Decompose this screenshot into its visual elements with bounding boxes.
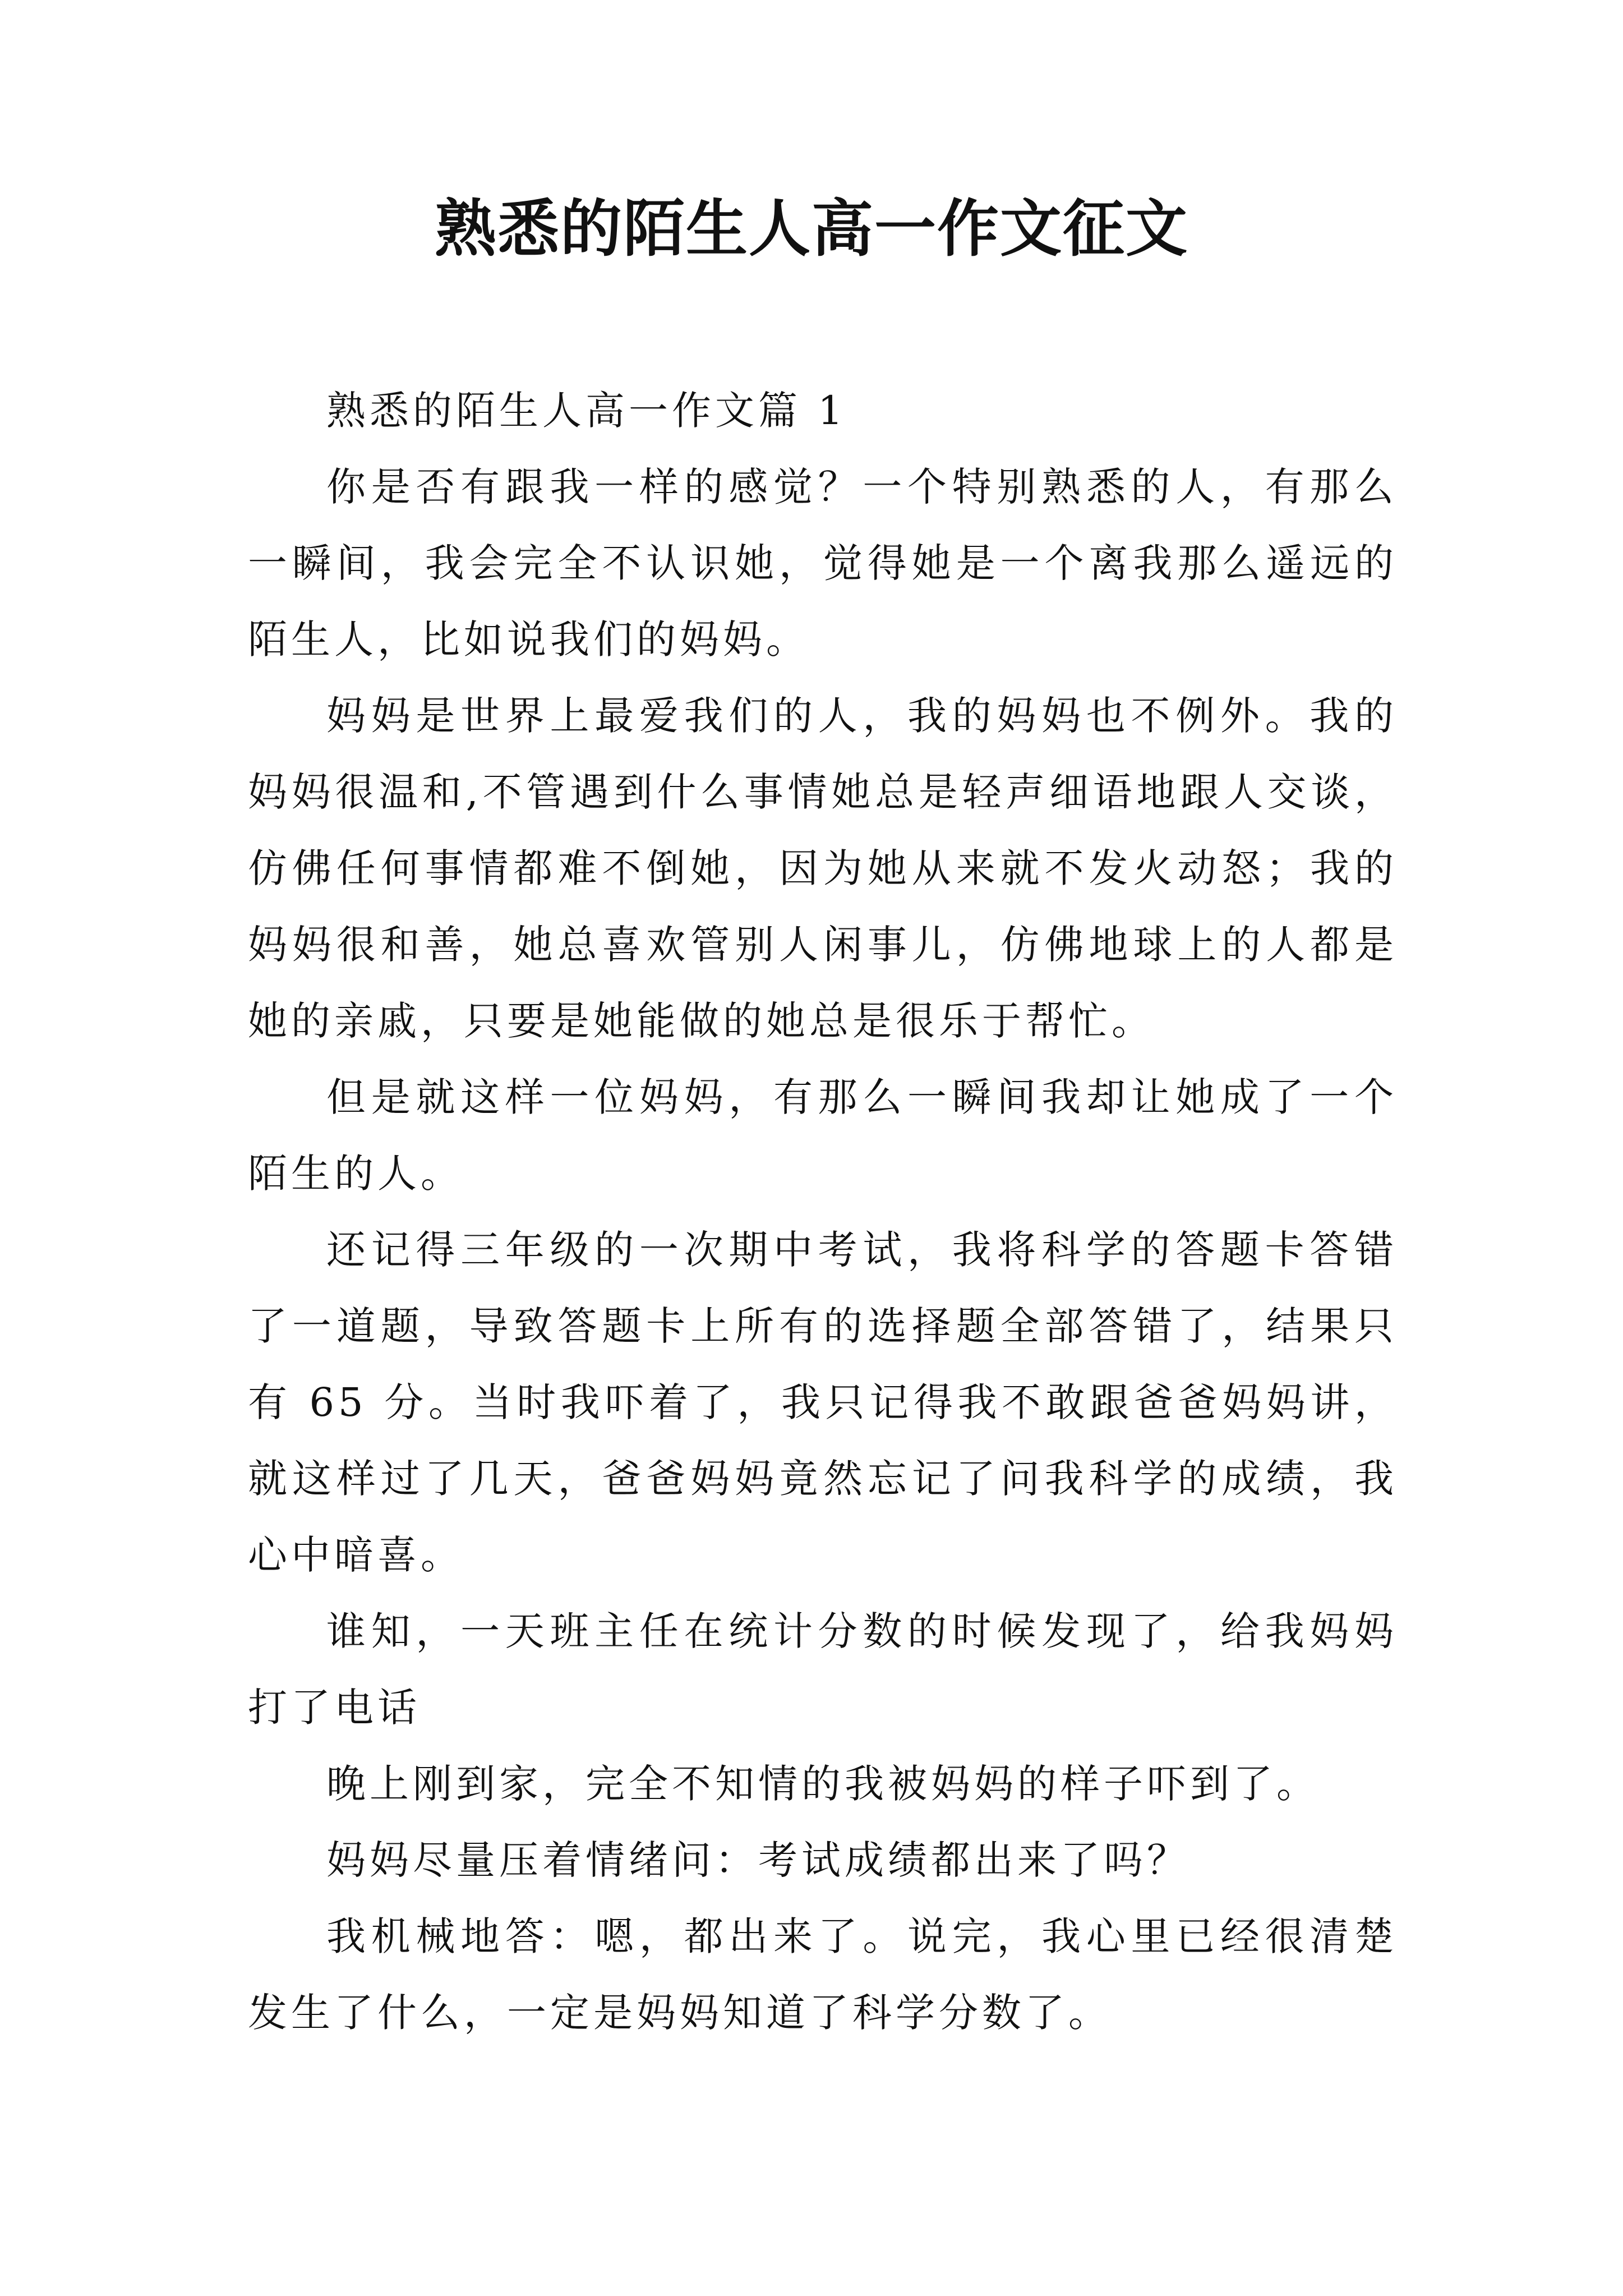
paragraph-7: 妈妈尽量压着情绪问：考试成绩都出来了吗？ (326, 1837, 1190, 1883)
document-title: 熟悉的陌生人高一作文征文 (435, 192, 1188, 265)
paragraph-5: 谁知，一天班主任在统计分数的时候发现了，给我妈妈打了电话 (248, 1608, 1398, 1731)
document-body (248, 372, 1398, 2051)
paragraph-2: 妈妈是世界上最爱我们的人，我的妈妈也不例外。我的妈妈很温和,不管遇到什么事情她总是轻声细语地跟人交谈，仿佛任何事情都难不倒她，因为她从来就不发火动怒；我的妈妈很和善，她总喜欢管别人闲事儿，仿佛地球上的人都是她的亲戚，只要是她能做的她总是很乐于帮忙。 (248, 693, 1398, 1044)
paragraph-4: 还记得三年级的一次期中考试，我将科学的答题卡答错了一道题，导致答题卡上所有的选择题全部答错了，结果只有 65 分。当时我吓着了，我只记得我不敢跟爸爸妈妈讲，就这样过了几天，爸爸妈妈竟然忘记了问我科学的成绩，我心中暗喜。 (248, 1227, 1398, 1578)
paragraph-8: 我机械地答：嗯，都出来了。说完，我心里已经很清楚发生了什么，一定是妈妈知道了科学分数了。 (248, 1913, 1398, 2036)
paragraph-1: 你是否有跟我一样的感觉？一个特别熟悉的人，有那么一瞬间，我会完全不认识她，觉得她是一个离我那么遥远的陌生人，比如说我们的妈妈。 (248, 464, 1398, 662)
paragraph-6: 晚上刚到家，完全不知情的我被妈妈的样子吓到了。 (326, 1761, 1320, 1807)
paragraph-3: 但是就这样一位妈妈，有那么一瞬间我却让她成了一个陌生的人。 (248, 1074, 1398, 1197)
section-heading: 熟悉的陌生人高一作文篇 1 (326, 388, 847, 434)
